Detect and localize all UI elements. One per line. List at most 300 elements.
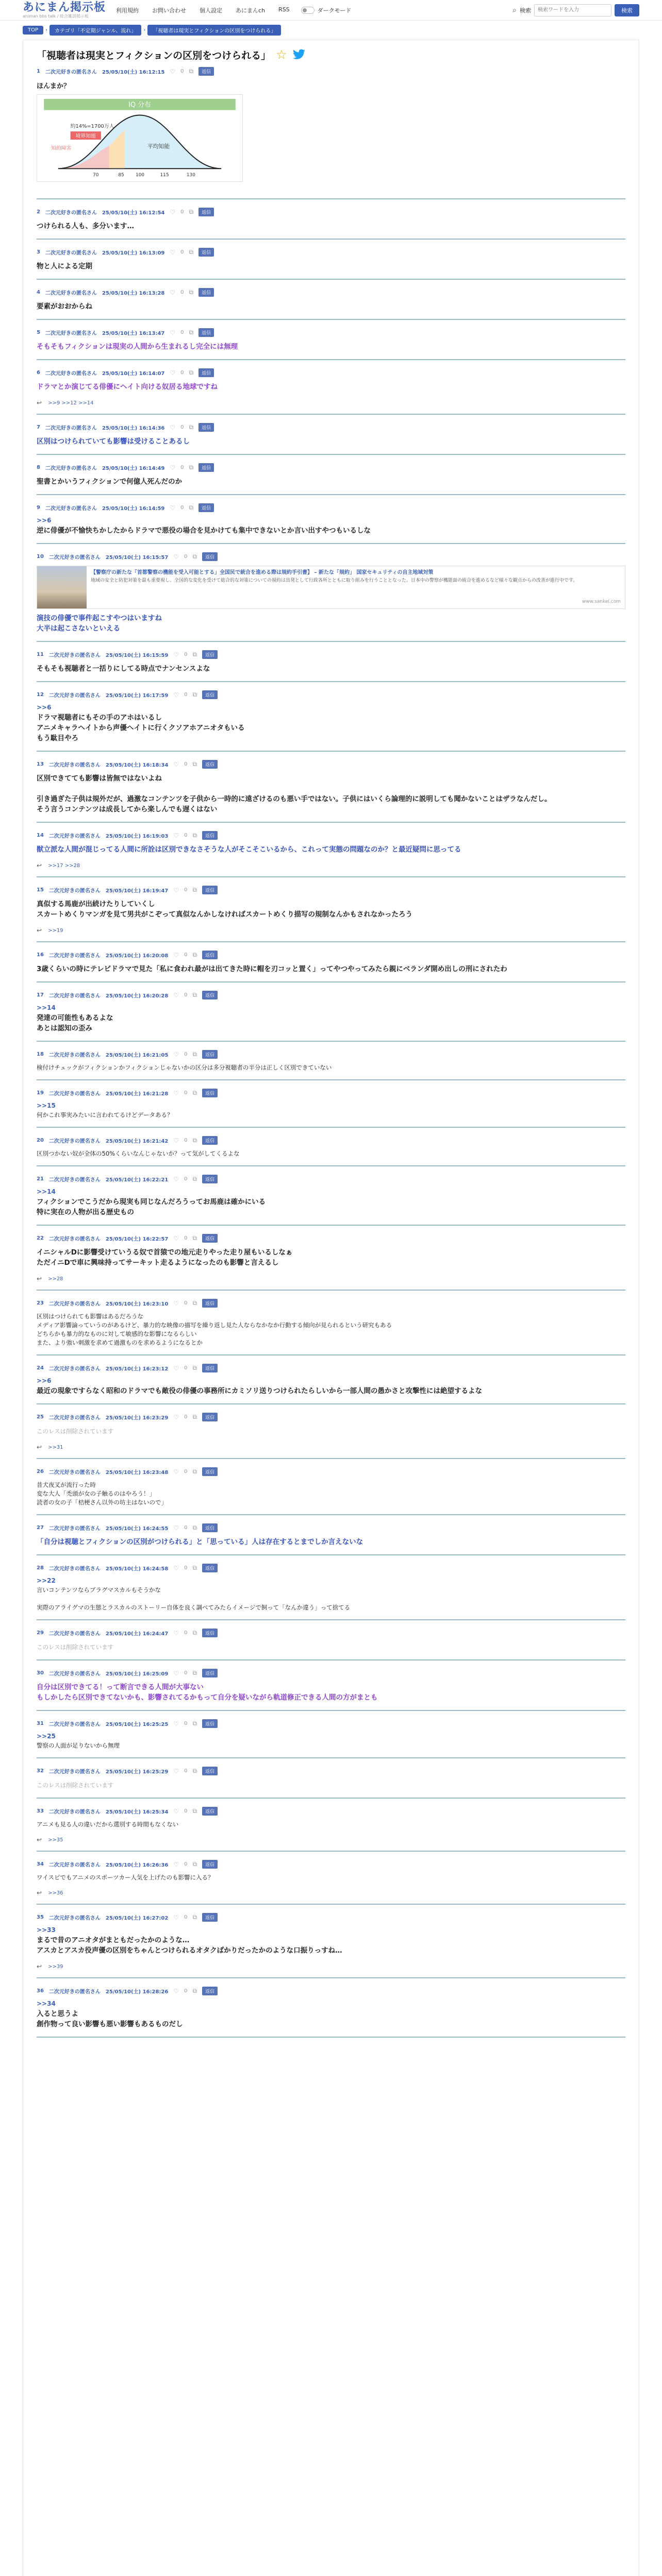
post-number[interactable]: 10 bbox=[37, 554, 44, 560]
reply-icon[interactable]: ♡ bbox=[170, 248, 176, 256]
post-date: 25/05/10(土) 16:21:42 bbox=[105, 1139, 169, 1144]
post-number[interactable]: 29 bbox=[37, 1630, 44, 1636]
post-meta bbox=[37, 760, 625, 769]
post-meta bbox=[37, 1629, 625, 1637]
post-item bbox=[37, 1660, 625, 1711]
like-count: 0 bbox=[184, 761, 188, 767]
post-date: 25/05/10(土) 16:23:29 bbox=[105, 1415, 169, 1421]
copy-icon[interactable]: ⧉ bbox=[192, 886, 197, 893]
post-item bbox=[37, 642, 625, 682]
reply-button[interactable]: 返信 bbox=[202, 1669, 218, 1677]
copy-icon[interactable]: ⧉ bbox=[189, 464, 194, 471]
reply-links[interactable]: >>31 bbox=[48, 1444, 63, 1450]
post-number[interactable]: 28 bbox=[37, 1565, 44, 1571]
copy-icon[interactable]: ⧉ bbox=[192, 1234, 197, 1242]
reply-icon[interactable]: ♡ bbox=[173, 553, 179, 561]
copy-icon[interactable]: ⧉ bbox=[192, 1629, 197, 1636]
reply-button[interactable]: 返信 bbox=[198, 288, 214, 297]
post-item bbox=[37, 67, 625, 199]
reply-button[interactable]: 返信 bbox=[198, 248, 214, 257]
post-meta bbox=[37, 328, 625, 337]
post-item bbox=[37, 1758, 625, 1799]
poster-name: 二次元好きの匿名さん bbox=[48, 762, 101, 768]
post-meta bbox=[37, 248, 625, 257]
post-item bbox=[37, 544, 625, 642]
reply-arrow-icon[interactable]: ↩ bbox=[37, 1444, 42, 1451]
reply-anchor[interactable]: >>34 bbox=[37, 2000, 56, 2007]
reply-button[interactable]: 返信 bbox=[202, 1860, 218, 1869]
post-date: 25/05/10(土) 16:13:47 bbox=[102, 331, 165, 336]
post-list bbox=[37, 67, 625, 2038]
post-footer bbox=[37, 1836, 625, 1843]
poster-name: 二次元好きの匿名さん bbox=[48, 1526, 101, 1532]
post-body: そもそもフィクションは現実の人間から生まれるし完全には無理 bbox=[37, 343, 238, 351]
post-number[interactable]: 18 bbox=[37, 1052, 44, 1057]
copy-icon[interactable]: ⧉ bbox=[189, 504, 194, 511]
like-count: 0 bbox=[184, 1052, 188, 1057]
reply-links[interactable]: >>36 bbox=[48, 1890, 63, 1896]
post-footer bbox=[37, 1444, 625, 1451]
post-body: 演技の俳優で事件起こすやつはいますね 大半は起こさないといえる bbox=[37, 614, 162, 633]
copy-icon[interactable]: ⧉ bbox=[192, 1807, 197, 1815]
search-box bbox=[512, 4, 639, 16]
reply-icon[interactable]: ♡ bbox=[173, 1720, 179, 1727]
site-logo[interactable] bbox=[23, 2, 106, 19]
post-number[interactable]: 16 bbox=[37, 952, 44, 958]
reply-icon[interactable]: ♡ bbox=[173, 1175, 179, 1183]
post-number[interactable]: 2 bbox=[37, 209, 40, 215]
poster-name: 二次元好きの匿名さん bbox=[48, 953, 101, 959]
reply-arrow-icon[interactable]: ↩ bbox=[37, 1889, 42, 1896]
reply-icon[interactable]: ♡ bbox=[173, 1860, 179, 1868]
post-date: 25/05/10(土) 16:21:05 bbox=[105, 1053, 169, 1058]
reply-button[interactable]: 返信 bbox=[202, 760, 218, 769]
post-date: 25/05/10(土) 16:25:09 bbox=[105, 1671, 169, 1677]
reply-links[interactable]: >>28 bbox=[48, 1276, 63, 1282]
reply-button[interactable]: 返信 bbox=[202, 1767, 218, 1775]
reply-button[interactable]: 返信 bbox=[202, 1175, 218, 1183]
post-meta bbox=[37, 1467, 625, 1476]
poster-name: 二次元好きの匿名さん bbox=[48, 1989, 101, 1995]
link-description: 地域の安全と防犯対策を最も重要視し、全国的な変化を受けて総合的な対策についての規約は出発として行政各所とともに取り組みを行うこととなった。日本中の警察が機能面の統合を進めるなど様々な観点からの改善が進行中です。 bbox=[91, 578, 578, 583]
post-meta bbox=[37, 1767, 625, 1775]
reply-icon[interactable]: ♡ bbox=[173, 832, 179, 839]
post-meta bbox=[37, 886, 625, 894]
copy-icon[interactable]: ⧉ bbox=[192, 1720, 197, 1727]
favorite-star-icon[interactable]: ☆ bbox=[276, 47, 287, 62]
post-number[interactable]: 5 bbox=[37, 330, 40, 335]
post-body: 発達の可能性もあるよな あとは認知の歪み bbox=[37, 1014, 113, 1032]
reply-icon[interactable]: ♡ bbox=[173, 1913, 179, 1921]
copy-icon[interactable]: ⧉ bbox=[192, 1987, 197, 1994]
reply-anchor[interactable]: >>22 bbox=[37, 1577, 56, 1584]
post-meta bbox=[37, 690, 625, 699]
post-number[interactable]: 36 bbox=[37, 1988, 44, 1994]
post-body: 区別はつけられても影響はあるだろうな メディア影響論っていうのがあるけど、暴力的な映像の描写を繰り返し見た人ならなかなか行動する傾向が見られるという研究もある どちらかも暴力的なものに対して敏感的な影響になるらしい また、より強い刺激を求めて過激ものを求めるようになるとか bbox=[37, 1313, 392, 1346]
post-number[interactable]: 34 bbox=[37, 1861, 44, 1867]
post-number[interactable]: 32 bbox=[37, 1768, 44, 1774]
search-input[interactable] bbox=[534, 4, 611, 16]
copy-icon[interactable]: ⧉ bbox=[192, 553, 197, 560]
copy-icon[interactable]: ⧉ bbox=[192, 1860, 197, 1868]
graph-label-borderline: 境界知能 bbox=[75, 133, 96, 140]
post-body: 入ると思うよ 創作物って良い影響も悪い影響もあるものだし bbox=[37, 2010, 183, 2028]
reply-button[interactable]: 返信 bbox=[202, 1629, 218, 1637]
post-number[interactable]: 23 bbox=[37, 1300, 44, 1306]
reply-arrow-icon[interactable]: ↩ bbox=[37, 399, 42, 406]
like-count: 0 bbox=[180, 249, 184, 255]
reply-button[interactable]: 返信 bbox=[202, 1413, 218, 1421]
thread-title: 「視聴者は現実とフィクションの区別をつけられる」 bbox=[37, 49, 271, 61]
copy-icon[interactable]: ⧉ bbox=[192, 832, 197, 839]
post-number[interactable]: 25 bbox=[37, 1414, 44, 1420]
copy-icon[interactable]: ⧉ bbox=[192, 1299, 197, 1307]
post-meta bbox=[37, 1175, 625, 1183]
reply-button[interactable]: 返信 bbox=[198, 423, 214, 432]
copy-icon[interactable]: ⧉ bbox=[192, 691, 197, 698]
post-body: このレスは削除されています bbox=[37, 1643, 114, 1651]
reply-anchor[interactable]: >>14 bbox=[37, 1004, 56, 1011]
graph-label-disability: 知的障害 bbox=[51, 145, 72, 151]
post-number[interactable]: 35 bbox=[37, 1914, 44, 1920]
post-number[interactable]: 9 bbox=[37, 505, 40, 511]
copy-icon[interactable]: ⧉ bbox=[192, 651, 197, 658]
post-item bbox=[37, 1080, 625, 1128]
poster-name: 二次元好きの匿名さん bbox=[48, 1809, 101, 1815]
copy-icon[interactable]: ⧉ bbox=[192, 1767, 197, 1774]
like-count: 0 bbox=[184, 1235, 188, 1241]
post-meta bbox=[37, 503, 625, 512]
like-count: 0 bbox=[184, 1670, 188, 1676]
reply-icon[interactable]: ♡ bbox=[173, 886, 179, 894]
reply-icon[interactable]: ♡ bbox=[173, 1234, 179, 1242]
post-number[interactable]: 6 bbox=[37, 370, 40, 376]
copy-icon[interactable]: ⧉ bbox=[192, 1364, 197, 1371]
reply-icon[interactable]: ♡ bbox=[173, 1669, 179, 1677]
post-body: アニメも見る人の違いだから選別する時間もなくない bbox=[37, 1821, 179, 1828]
reply-button[interactable]: 返信 bbox=[202, 886, 218, 894]
reply-anchor[interactable]: >>25 bbox=[37, 1733, 56, 1740]
post-number[interactable]: 3 bbox=[37, 249, 40, 255]
post-body: フィクションでこうだから現実も同じなんだろうってお馬鹿は確かにいる 特に実在の人物が出る歴史もの bbox=[37, 1198, 266, 1216]
post-number[interactable]: 7 bbox=[37, 425, 40, 430]
post-date: 25/05/10(土) 16:24:58 bbox=[105, 1566, 169, 1572]
post-number[interactable]: 1 bbox=[37, 69, 40, 74]
post-number[interactable]: 4 bbox=[37, 290, 40, 295]
reply-button[interactable]: 返信 bbox=[198, 463, 214, 472]
reply-icon[interactable]: ♡ bbox=[173, 691, 179, 699]
post-body: 区別できてても影響は皆無ではないよね 引き過ぎた子供は規外だが、過激なコンテンツを子供から一時的に遠ざけるのも悪い手ではない。子供にはいくら論理的に説明しても聞かないことはザラなんだし。 そう言うコンテンツは成長してから楽しんでも遅くはない bbox=[37, 774, 552, 814]
nav-terms[interactable]: 利用規約 bbox=[116, 7, 139, 14]
post-body: 言いコンテンツならブラグマスカルもそうかな 実際のアライグマの生態とラスカルのストーリー自体を良く調べてみたらイメージで飼って「なんか違う」って捨てる bbox=[37, 1586, 351, 1611]
copy-icon[interactable]: ⧉ bbox=[189, 67, 194, 75]
darkmode-switch[interactable] bbox=[301, 6, 352, 14]
post-item bbox=[37, 1905, 625, 1978]
poster-name: 二次元好きの匿名さん bbox=[48, 1236, 101, 1242]
post-number[interactable]: 22 bbox=[37, 1235, 44, 1241]
reply-icon[interactable]: ♡ bbox=[170, 464, 176, 471]
reply-icon[interactable]: ♡ bbox=[173, 1468, 179, 1476]
reply-anchor[interactable]: >>33 bbox=[37, 1926, 56, 1934]
reply-icon[interactable]: ♡ bbox=[173, 1413, 179, 1421]
post-number[interactable]: 20 bbox=[37, 1138, 44, 1143]
copy-icon[interactable]: ⧉ bbox=[189, 208, 194, 215]
post-number[interactable]: 26 bbox=[37, 1469, 44, 1475]
reply-button[interactable]: 返信 bbox=[198, 503, 214, 512]
nav-animanch[interactable]: あにまんch bbox=[236, 7, 266, 14]
reply-links[interactable]: >>19 bbox=[48, 927, 63, 934]
copy-icon[interactable]: ⧉ bbox=[192, 1175, 197, 1182]
reply-arrow-icon[interactable]: ↩ bbox=[37, 862, 42, 869]
post-number[interactable]: 31 bbox=[37, 1721, 44, 1726]
reply-button[interactable]: 返信 bbox=[202, 690, 218, 699]
reply-anchor[interactable]: >>6 bbox=[37, 517, 52, 524]
copy-icon[interactable]: ⧉ bbox=[192, 1089, 197, 1096]
post-body: このレスは削除されています bbox=[37, 1782, 114, 1789]
like-count: 0 bbox=[180, 330, 184, 335]
poster-name: 二次元好きの匿名さん bbox=[48, 1631, 101, 1637]
copy-icon[interactable]: ⧉ bbox=[189, 248, 194, 256]
graph-title: IQ 分布 bbox=[128, 101, 151, 109]
post-number[interactable]: 17 bbox=[37, 992, 44, 998]
post-date: 25/05/10(土) 16:23:48 bbox=[105, 1470, 169, 1476]
graph-tick: 115 bbox=[160, 173, 169, 178]
reply-button[interactable]: 返信 bbox=[198, 208, 214, 216]
reply-icon[interactable]: ♡ bbox=[173, 1767, 179, 1775]
post-date: 25/05/10(土) 16:14:36 bbox=[102, 426, 165, 431]
post-body: 聖書とかいうフィクションで何億人死んだのか bbox=[37, 478, 183, 486]
post-date: 25/05/10(土) 16:21:28 bbox=[105, 1091, 169, 1097]
post-footer bbox=[37, 1963, 625, 1970]
copy-icon[interactable]: ⧉ bbox=[192, 1468, 197, 1475]
post-body: ワイスピでもアニメのスポーツカー人気を上げたのも影響に入る？ bbox=[37, 1874, 214, 1881]
post-date: 25/05/10(土) 16:26:36 bbox=[105, 1862, 169, 1868]
poster-name: 二次元好きの匿名さん bbox=[48, 1769, 101, 1775]
reply-icon[interactable]: ♡ bbox=[170, 329, 176, 336]
post-body: 3歳くらいの時にテレビドラマで見た「私に食われ最がは出てきた時に帽を刃コッと置く」ってやつやってみたら親にベランダ開め出しの刑にされたわ bbox=[37, 965, 507, 973]
copy-icon[interactable]: ⧉ bbox=[192, 1137, 197, 1144]
like-count: 0 bbox=[180, 505, 184, 511]
reply-button[interactable]: 返信 bbox=[202, 1089, 218, 1097]
search-icon: ⌕ bbox=[512, 6, 517, 14]
reply-icon[interactable]: ♡ bbox=[173, 1299, 179, 1307]
post-item bbox=[37, 199, 625, 240]
post-meta bbox=[37, 991, 625, 999]
post-number[interactable]: 21 bbox=[37, 1176, 44, 1182]
reply-icon[interactable]: ♡ bbox=[173, 1564, 179, 1572]
reply-icon[interactable]: ♡ bbox=[173, 991, 179, 999]
reply-button[interactable]: 返信 bbox=[202, 650, 218, 659]
copy-icon[interactable]: ⧉ bbox=[192, 951, 197, 958]
reply-icon[interactable]: ♡ bbox=[173, 1050, 179, 1058]
reply-button[interactable]: 返信 bbox=[202, 1807, 218, 1816]
post-body: そもそも視聴者と一括りにしてる時点でナンセンスよな bbox=[37, 665, 210, 673]
post-number[interactable]: 24 bbox=[37, 1365, 44, 1371]
reply-icon[interactable]: ♡ bbox=[170, 208, 176, 216]
like-count: 0 bbox=[184, 1138, 188, 1143]
reply-button[interactable]: 返信 bbox=[202, 1050, 218, 1059]
poster-name: 二次元好きの匿名さん bbox=[48, 1470, 101, 1476]
poster-name: 二次元好きの匿名さん bbox=[48, 1091, 101, 1097]
poster-name: 二次元好きの匿名さん bbox=[45, 426, 97, 431]
reply-button[interactable]: 返信 bbox=[202, 1234, 218, 1243]
reply-button[interactable]: 返信 bbox=[202, 1523, 218, 1532]
reply-button[interactable]: 返信 bbox=[202, 1564, 218, 1572]
copy-icon[interactable]: ⧉ bbox=[192, 1913, 197, 1921]
reply-icon[interactable]: ♡ bbox=[173, 951, 179, 959]
copy-icon[interactable]: ⧉ bbox=[192, 1050, 197, 1058]
reply-arrow-icon[interactable]: ↩ bbox=[37, 1836, 42, 1843]
copy-icon[interactable]: ⧉ bbox=[192, 1524, 197, 1531]
post-number[interactable]: 8 bbox=[37, 465, 40, 470]
reply-links[interactable]: >>39 bbox=[48, 1963, 63, 1970]
reply-button[interactable]: 返信 bbox=[202, 1364, 218, 1372]
reply-button[interactable]: 返信 bbox=[202, 1299, 218, 1308]
like-count: 0 bbox=[184, 1414, 188, 1420]
post-date: 25/05/10(土) 16:13:09 bbox=[102, 250, 165, 256]
reply-anchor[interactable]: >>14 bbox=[37, 1188, 56, 1195]
reply-icon[interactable]: ♡ bbox=[173, 1629, 179, 1637]
post-number[interactable]: 33 bbox=[37, 1808, 44, 1814]
poster-name: 二次元好きの匿名さん bbox=[48, 693, 101, 699]
reply-button[interactable]: 返信 bbox=[202, 991, 218, 999]
reply-button[interactable]: 返信 bbox=[198, 368, 214, 377]
copy-icon[interactable]: ⧉ bbox=[189, 289, 194, 296]
reply-button[interactable]: 返信 bbox=[202, 1913, 218, 1922]
search-button[interactable]: 検索 bbox=[615, 4, 639, 16]
twitter-share-icon[interactable] bbox=[292, 49, 306, 60]
reply-icon[interactable]: ♡ bbox=[173, 1364, 179, 1372]
post-number[interactable]: 13 bbox=[37, 761, 44, 767]
post-item bbox=[37, 455, 625, 495]
copy-icon[interactable]: ⧉ bbox=[189, 369, 194, 376]
link-thumbnail[interactable] bbox=[37, 566, 87, 608]
poster-name: 二次元好きの匿名さん bbox=[45, 210, 97, 216]
post-number[interactable]: 30 bbox=[37, 1670, 44, 1676]
reply-icon[interactable]: ♡ bbox=[170, 423, 176, 431]
breadcrumb bbox=[0, 21, 662, 40]
post-body: 最近の現象ですらなく昭和のドラマでも敵役の俳優の事務所にカミソリ送りつけられたらしいから一部人間の愚かさと攻撃性には絶望するよな bbox=[37, 1387, 482, 1395]
reply-icon[interactable]: ♡ bbox=[173, 1089, 179, 1097]
reply-icon[interactable]: ♡ bbox=[173, 1807, 179, 1815]
reply-button[interactable]: 返信 bbox=[202, 1467, 218, 1476]
post-meta bbox=[37, 1669, 625, 1677]
post-number[interactable]: 15 bbox=[37, 887, 44, 893]
post-item bbox=[37, 1711, 625, 1758]
reply-button[interactable]: 返信 bbox=[202, 951, 218, 959]
copy-icon[interactable]: ⧉ bbox=[192, 760, 197, 768]
reply-button[interactable]: 返信 bbox=[202, 1719, 218, 1728]
copy-icon[interactable]: ⧉ bbox=[192, 1564, 197, 1571]
nav-contact[interactable]: お問い合わせ bbox=[152, 7, 187, 14]
copy-icon[interactable]: ⧉ bbox=[192, 1413, 197, 1420]
graph-tick: 100 bbox=[136, 173, 145, 178]
reply-button[interactable]: 返信 bbox=[202, 552, 218, 561]
post-footer bbox=[37, 1889, 625, 1896]
reply-button[interactable]: 返信 bbox=[198, 67, 214, 76]
reply-icon[interactable]: ♡ bbox=[173, 1137, 179, 1144]
poster-name: 二次元好きの匿名さん bbox=[45, 331, 97, 336]
post-number[interactable]: 27 bbox=[37, 1525, 44, 1531]
post-meta bbox=[37, 1234, 625, 1243]
breadcrumb-top[interactable]: TOP bbox=[23, 26, 43, 35]
link-title[interactable]: 【警察庁の新たな「首都警察の機能を受入可能とする」全国民で統合を進める際は規約手引書】 – 新たな「規約」 国家セキュリティの自主地域対策 bbox=[91, 570, 434, 575]
copy-icon[interactable]: ⧉ bbox=[192, 991, 197, 998]
like-count: 0 bbox=[180, 69, 184, 74]
post-item bbox=[37, 1620, 625, 1660]
reply-icon[interactable]: ♡ bbox=[170, 67, 176, 75]
logo-text[interactable]: あにまん掲示板 bbox=[23, 1, 106, 14]
poster-name: 二次元好きの匿名さん bbox=[48, 1053, 101, 1058]
reply-anchor[interactable]: >>15 bbox=[37, 1102, 56, 1109]
link-card[interactable] bbox=[37, 566, 625, 609]
post-meta bbox=[37, 423, 625, 432]
post-meta bbox=[37, 368, 625, 377]
post-number[interactable]: 12 bbox=[37, 692, 44, 698]
reply-button[interactable]: 返信 bbox=[202, 1987, 218, 1995]
post-item bbox=[37, 1226, 625, 1291]
thread-container bbox=[23, 40, 639, 2576]
reply-icon[interactable]: ♡ bbox=[173, 651, 179, 658]
reply-arrow-icon[interactable]: ↩ bbox=[37, 1275, 42, 1282]
reply-button[interactable]: 返信 bbox=[198, 328, 214, 337]
post-number[interactable]: 19 bbox=[37, 1090, 44, 1096]
link-site: www.sankei.com bbox=[582, 599, 621, 604]
post-item bbox=[37, 752, 625, 823]
post-meta bbox=[37, 288, 625, 297]
copy-icon[interactable]: ⧉ bbox=[189, 329, 194, 336]
post-body: ドラマ視聴者にもその手のアホはいるし アニメキャラヘイトから声優ヘイトに行くクソアホアニオタもいる もう駄目やろ bbox=[37, 714, 245, 742]
reply-links[interactable]: >>35 bbox=[48, 1837, 63, 1843]
like-count: 0 bbox=[184, 1565, 188, 1571]
reply-links[interactable]: >>17 >>28 bbox=[48, 862, 80, 869]
reply-anchor[interactable]: >>6 bbox=[37, 1377, 52, 1384]
nav-settings[interactable]: 個人設定 bbox=[200, 7, 223, 14]
like-count: 0 bbox=[184, 1808, 188, 1814]
post-item bbox=[37, 942, 625, 982]
post-date: 25/05/10(土) 16:14:59 bbox=[102, 506, 165, 512]
like-count: 0 bbox=[184, 833, 188, 838]
post-footer bbox=[37, 862, 625, 869]
post-number[interactable]: 14 bbox=[37, 833, 44, 838]
reply-icon[interactable]: ♡ bbox=[170, 369, 176, 377]
post-number[interactable]: 11 bbox=[37, 652, 44, 657]
reply-icon[interactable]: ♡ bbox=[170, 504, 176, 512]
poster-name: 二次元好きの匿名さん bbox=[48, 1862, 101, 1868]
reply-icon[interactable]: ♡ bbox=[173, 760, 179, 768]
copy-icon[interactable]: ⧉ bbox=[192, 1669, 197, 1676]
reply-button[interactable]: 返信 bbox=[202, 831, 218, 840]
reply-arrow-icon[interactable]: ↩ bbox=[37, 927, 42, 934]
reply-arrow-icon[interactable]: ↩ bbox=[37, 1963, 42, 1970]
breadcrumb-category[interactable]: カテゴリ「不定期ジャンル、流れ」 bbox=[49, 25, 141, 36]
reply-links[interactable]: >>9 >>12 >>14 bbox=[48, 400, 94, 406]
reply-icon[interactable]: ♡ bbox=[173, 1524, 179, 1532]
poster-name: 二次元好きの匿名さん bbox=[48, 1301, 101, 1307]
graph-tick: 70 bbox=[93, 173, 99, 178]
reply-icon[interactable]: ♡ bbox=[173, 1987, 179, 1995]
like-count: 0 bbox=[184, 1300, 188, 1306]
copy-icon[interactable]: ⧉ bbox=[189, 423, 194, 431]
post-date: 25/05/10(土) 16:13:28 bbox=[102, 291, 165, 296]
reply-icon[interactable]: ♡ bbox=[170, 289, 176, 296]
reply-anchor[interactable]: >>6 bbox=[37, 704, 52, 711]
darkmode-toggle[interactable] bbox=[301, 7, 315, 14]
post-date: 25/05/10(土) 16:27:02 bbox=[105, 1916, 169, 1921]
reply-button[interactable]: 返信 bbox=[202, 1136, 218, 1145]
breadcrumb-thread[interactable]: 「視聴者は現実とフィクションの区別をつけられる」 bbox=[147, 25, 281, 36]
nav-rss[interactable]: RSS bbox=[278, 6, 290, 13]
